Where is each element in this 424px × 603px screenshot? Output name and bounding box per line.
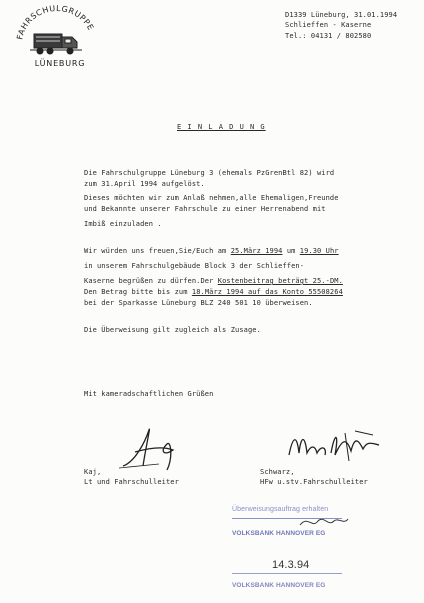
header-location-line: Schlieffen - Kaserne	[285, 21, 372, 29]
logo-arc-text: FAHRSCHULGRUPPE	[15, 4, 96, 41]
fahrschulgruppe-logo	[12, 4, 102, 70]
body-line	[84, 247, 339, 256]
body-line: in unserem Fahrschulgebäude Block 3 der Schlieffen-	[84, 262, 305, 270]
event-time: 19.30 Uhr	[299, 247, 339, 255]
header-address-line: D1339 Lüneburg, 31.01.1994	[285, 11, 398, 19]
letter-title: E I N L A D U N G	[177, 123, 266, 131]
bank-stamp-received	[228, 505, 358, 543]
body-line: bei der Sparkasse Lüneburg BLZ 240 501 10 überweisen.	[84, 299, 313, 307]
right-signatory-role: HFw u.stv.Fahrschulleiter	[260, 478, 368, 486]
closing-line: Mit kameradschaftlichen Grüßen	[84, 390, 214, 398]
bank-stamp-date	[228, 555, 358, 595]
body-line: zum 31.April 1994 aufgelöst.	[84, 180, 205, 188]
stamp-bank-name: VOLKSBANK HANNOVER EG	[232, 582, 326, 589]
body-line: Die Überweisung gilt zugleich als Zusage.	[84, 326, 261, 334]
text-segment: Den Betrag bitte bis zum	[84, 288, 188, 296]
body-line	[84, 277, 343, 286]
logo-city-text: LÜNEBURG	[34, 59, 86, 68]
fee-amount: Kostenbeitrag beträgt 25.-DM.	[217, 277, 343, 285]
body-line: Die Fahrschulgruppe Lüneburg 3 (ehemals PzGrenBtl 82) wird	[84, 169, 335, 177]
event-date: 25.März 1994	[230, 247, 283, 255]
text-segment: Kaserne begrüßen zu dürfen.Der	[84, 277, 214, 285]
stamp-title: Überweisungsauftrag erhalten	[232, 506, 329, 513]
payment-deadline: 18.März 1994 auf das Konto 55508264	[191, 288, 343, 296]
stamp-bank-name: VOLKSBANK HANNOVER EG	[232, 530, 326, 537]
header-phone-line: Tel.: 04131 / 802580	[285, 32, 372, 40]
left-signatory-name: Kaj,	[84, 468, 102, 476]
body-line	[84, 288, 343, 297]
body-line: Imbiß einzuladen .	[84, 220, 162, 228]
stamp-handwritten-date: 14.3.94	[272, 559, 310, 571]
text-segment: Wir würden uns freuen,Sie/Euch am	[84, 247, 227, 255]
left-signature	[115, 422, 195, 474]
right-signatory-name: Schwarz,	[260, 468, 295, 476]
body-line: Dieses möchten wir zum Anlaß nehmen,alle Ehemaligen,Freunde	[84, 194, 339, 202]
body-line: und Bekannte unserer Fahrschule zu einer Herrenabend mit	[84, 205, 326, 213]
truck-icon	[30, 34, 82, 54]
right-signature	[285, 425, 385, 469]
stamp-initials-signature	[298, 513, 350, 531]
text-segment: um	[286, 247, 296, 255]
left-signatory-role: Lt und Fahrschulleiter	[84, 478, 179, 486]
